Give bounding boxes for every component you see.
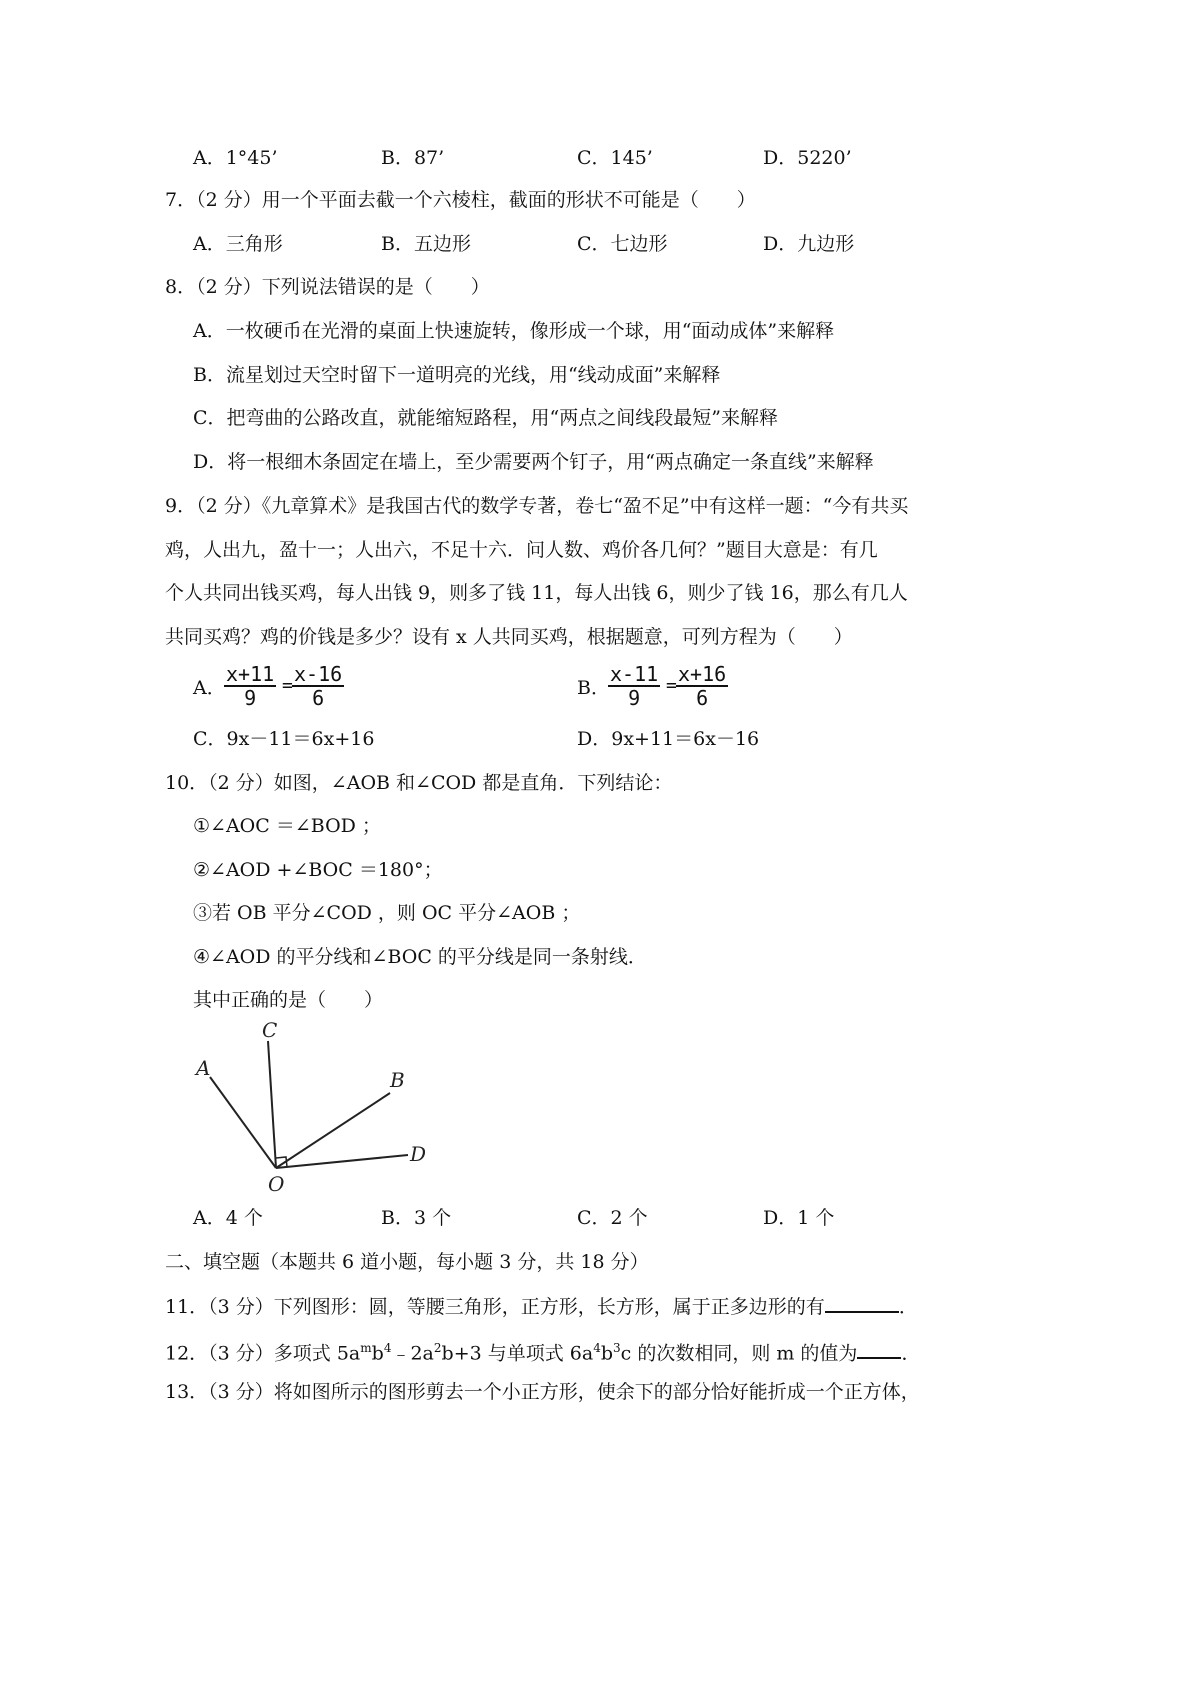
q8-option-a: A．一枚硬币在光滑的桌面上快速旋转，像形成一个球，用“面动成体”来解释 <box>193 320 835 342</box>
q11-answer-blank[interactable] <box>825 1293 899 1313</box>
q10-statement-1: ①∠AOC ＝∠BOD ； <box>193 815 381 837</box>
ray-od <box>276 1155 408 1168</box>
label-a: A <box>196 1056 211 1080</box>
fraction-numerator: x-11 <box>610 662 659 686</box>
q9-option-c: C．9x－11＝6x+16 <box>193 728 375 750</box>
q12 <box>165 1336 920 1365</box>
q7-option-d: D．九边形 <box>763 233 855 255</box>
q12-text-1: 12．（3 分）多项式 5a <box>165 1342 361 1365</box>
q10-angle-figure <box>190 1015 440 1195</box>
q12-text-6: c 的次数相同，则 m 的值为 <box>620 1342 858 1365</box>
exponent: 4 <box>593 1341 601 1355</box>
section-heading: 二、填空题（本题共 6 道小题，每小题 3 分，共 18 分） <box>165 1251 649 1273</box>
q9-option-a-left-fraction <box>224 663 276 709</box>
label-c: C <box>262 1018 278 1042</box>
label-o: O <box>268 1172 285 1195</box>
q7-option-b: B．五边形 <box>381 233 471 255</box>
q10-statement-4: ④∠AOD 的平分线和∠BOC 的平分线是同一条射线． <box>193 946 647 968</box>
q12-end: ． <box>901 1342 921 1365</box>
ray-oa <box>210 1077 276 1168</box>
q6-option-c: C．145’ <box>577 147 653 169</box>
equals-sign: = <box>282 675 293 696</box>
q9-option-b-label: B． <box>577 677 610 699</box>
q9-option-a-label: A． <box>193 677 226 699</box>
fraction-numerator: x+16 <box>678 662 727 686</box>
q11-text: 11．（3 分）下列图形：圆，等腰三角形，正方形，长方形，属于正多边形的有 <box>165 1296 825 1318</box>
q6-option-b: B．87’ <box>381 147 445 169</box>
q8-option-d: D．将一根细木条固定在墙上，至少需要两个钉子，用“两点确定一条直线”来解释 <box>193 451 874 473</box>
q10-option-b: B．3 个 <box>381 1207 452 1229</box>
exponent: 3 <box>613 1341 621 1355</box>
fraction-denominator: 9 <box>244 686 257 710</box>
q8-stem: 8．（2 分）下列说法错误的是（ ） <box>165 276 490 298</box>
q9-line-1: 9．（2 分）《九章算术》是我国古代的数学专著，卷七“盈不足”中有这样一题：“今有共买 <box>165 495 909 517</box>
q6-option-a: A．1°45’ <box>193 147 278 169</box>
q12-text-2: b <box>371 1342 384 1365</box>
equals-sign: = <box>666 675 677 696</box>
ray-ob <box>276 1093 390 1168</box>
fraction-denominator: 9 <box>628 686 641 710</box>
exponent: m <box>360 1341 372 1355</box>
exponent: 4 <box>383 1341 392 1355</box>
q9-line-2: 鸡，人出九，盈十一；人出六，不足十六．问人数、鸡价各几何？”题目大意是：有几 <box>165 539 878 561</box>
q9-line-4: 共同买鸡？鸡的价钱是多少？设有 x 人共同买鸡，根据题意，可列方程为（ ） <box>165 626 853 648</box>
q10-option-a: A．4 个 <box>193 1207 263 1229</box>
q9-line-3: 个人共同出钱买鸡，每人出钱 9，则多了钱 11，每人出钱 6，则少了钱 16，那么有几人 <box>165 582 908 604</box>
q9-option-b-right-fraction <box>676 663 728 709</box>
q11-end: ． <box>898 1296 918 1318</box>
q12-text-5: b <box>600 1342 614 1365</box>
fraction-denominator: 6 <box>696 686 709 710</box>
fraction-denominator: 6 <box>312 686 325 710</box>
fraction-numerator: x+11 <box>226 662 275 686</box>
q11 <box>165 1293 918 1319</box>
q12-answer-blank[interactable] <box>857 1339 901 1359</box>
q7-option-a: A．三角形 <box>193 233 283 255</box>
q10-statement-3: ③若 OB 平分∠COD ，则 OC 平分∠AOB ； <box>193 902 581 924</box>
q12-text-4: b+3 与单项式 6a <box>441 1342 594 1365</box>
q7-stem: 7．（2 分）用一个平面去截一个六棱柱，截面的形状不可能是（ ） <box>165 189 756 211</box>
q10-statement-2: ②∠AOD +∠BOC ＝180°； <box>193 859 443 881</box>
q10-option-c: C．2 个 <box>577 1207 648 1229</box>
q9-option-b-left-fraction <box>608 663 660 709</box>
q6-option-d: D．5220’ <box>763 147 852 169</box>
q9-option-a-right-fraction <box>292 663 344 709</box>
q10-option-d: D．1 个 <box>763 1207 835 1229</box>
ray-oc <box>268 1041 276 1168</box>
q10-stem: 10．（2 分）如图，∠AOB 和∠COD 都是直角．下列结论： <box>165 772 673 794</box>
q8-option-b: B．流星划过天空时留下一道明亮的光线，用“线动成面”来解释 <box>193 364 721 386</box>
fraction-numerator: x-16 <box>294 662 343 686</box>
q12-text-3: ﹣2a <box>391 1342 434 1365</box>
exponent: 2 <box>433 1341 442 1355</box>
label-d: D <box>410 1142 427 1166</box>
q7-option-c: C．七边形 <box>577 233 668 255</box>
q9-option-d: D．9x+11＝6x－16 <box>577 728 760 750</box>
q13-stem: 13．（3 分）将如图所示的图形剪去一个小正方形，使余下的部分恰好能折成一个正方体， <box>165 1381 920 1403</box>
q10-question: 其中正确的是（ ） <box>193 989 384 1011</box>
label-b: B <box>390 1068 405 1092</box>
q8-option-c: C．把弯曲的公路改直，就能缩短路程，用“两点之间线段最短”来解释 <box>193 407 778 429</box>
